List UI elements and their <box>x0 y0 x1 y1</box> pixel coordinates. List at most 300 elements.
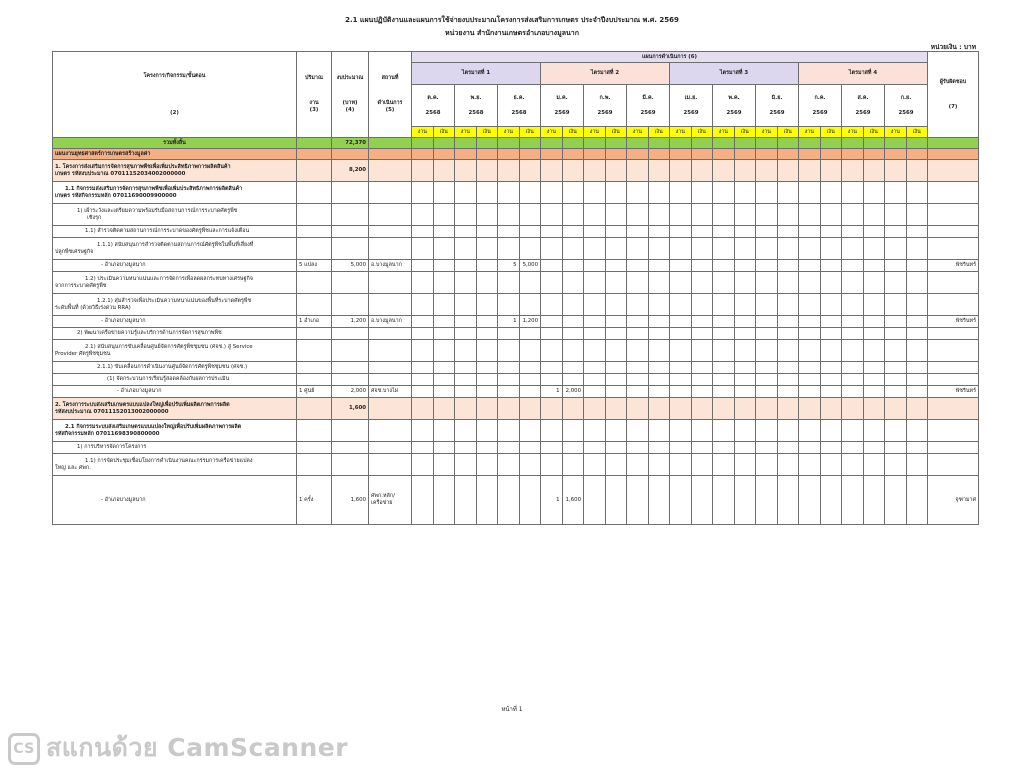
row-text: 2.1 กิจกรรมระบบส่งเสริมเกษตรแบบแปลงใหญ่เพื่อปรับเพิ่มผลิตภาพการผลิต <box>65 423 242 430</box>
plan-money-cell <box>562 182 584 204</box>
plan-money-cell <box>519 272 541 294</box>
plan-money-cell <box>863 260 885 272</box>
plan-work-cell <box>541 442 563 454</box>
plan-work-cell <box>584 340 606 362</box>
row-description <box>53 204 297 226</box>
document-title: 2.1 แผนปฏิบัติงานและแผนการใช้จ่ายงบประมาณโครงการส่งเสริมการเกษตร ประจำปีงบประมาณ พ.ศ. 2569 <box>345 16 679 24</box>
header-work: งาน <box>627 127 649 138</box>
plan-money-cell <box>734 294 756 316</box>
plan-work-cell <box>799 374 821 386</box>
row-text-continued: เกษตร รหัสงบประมาณ 07011152034002000000 <box>55 170 186 177</box>
plan-money-cell <box>863 328 885 340</box>
plan-money-cell <box>691 398 713 420</box>
plan-money-cell <box>820 294 842 316</box>
plan-work-cell <box>498 328 520 340</box>
plan-work-cell <box>584 149 606 160</box>
plan-work-cell <box>842 316 864 328</box>
plan-money-cell <box>906 454 928 476</box>
plan-work-cell <box>842 454 864 476</box>
location-cell <box>369 340 412 362</box>
plan-money-cell <box>691 362 713 374</box>
responsible-cell <box>928 138 979 149</box>
table-row <box>53 398 979 420</box>
row-description <box>53 294 297 316</box>
header-money: เงิน <box>734 127 756 138</box>
plan-money-cell <box>433 476 455 525</box>
plan-money-cell <box>734 362 756 374</box>
plan-money-cell <box>433 442 455 454</box>
table-row <box>53 420 979 442</box>
month-label: ก.ย. <box>900 94 912 101</box>
plan-money-cell <box>906 294 928 316</box>
plan-money-cell <box>476 272 498 294</box>
row-description <box>53 238 297 260</box>
row-description <box>53 149 297 160</box>
plan-work-cell <box>455 386 477 398</box>
plan-work-cell <box>541 294 563 316</box>
plan-work-cell <box>498 340 520 362</box>
plan-work-cell <box>842 272 864 294</box>
plan-money-cell <box>777 374 799 386</box>
plan-work-cell <box>670 362 692 374</box>
plan-money-cell <box>820 442 842 454</box>
plan-work-cell <box>756 476 778 525</box>
plan-money-cell <box>691 182 713 204</box>
row-description <box>53 316 297 328</box>
plan-work-cell <box>842 328 864 340</box>
plan-work-cell <box>455 316 477 328</box>
plan-work-cell <box>541 182 563 204</box>
plan-money-cell <box>820 204 842 226</box>
month-label: ม.ค. <box>556 94 568 101</box>
plan-money-cell <box>863 362 885 374</box>
plan-work-cell <box>713 260 735 272</box>
plan-money-cell <box>648 328 670 340</box>
table-row <box>53 340 979 362</box>
plan-work-cell <box>412 398 434 420</box>
header-quarter-2: ไตรมาสที่ 2 <box>541 63 670 85</box>
plan-money-cell <box>648 272 670 294</box>
plan-work-cell <box>842 420 864 442</box>
plan-work-cell <box>885 420 907 442</box>
plan-work-cell <box>498 374 520 386</box>
header-work: งาน <box>498 127 520 138</box>
plan-money-cell <box>605 442 627 454</box>
plan-money-cell <box>777 238 799 260</box>
month-year: 2568 <box>425 109 441 116</box>
plan-work-cell <box>713 328 735 340</box>
plan-work-cell <box>412 272 434 294</box>
plan-money-cell <box>734 272 756 294</box>
plan-work-cell <box>756 340 778 362</box>
budget-cell <box>332 442 369 454</box>
plan-work-cell <box>842 204 864 226</box>
location-text: อ.บางมูลนาก <box>371 262 402 268</box>
location-cell <box>369 476 412 525</box>
plan-work-cell <box>584 226 606 238</box>
header-month <box>455 85 498 127</box>
plan-work-cell <box>455 454 477 476</box>
plan-work-cell <box>799 476 821 525</box>
plan-money-cell <box>820 340 842 362</box>
plan-money-cell <box>433 420 455 442</box>
plan-work-cell <box>498 272 520 294</box>
page-number: หน้าที่ 1 <box>501 706 523 713</box>
plan-money-cell <box>906 182 928 204</box>
plan-money-cell <box>820 260 842 272</box>
plan-money-cell <box>605 294 627 316</box>
plan-work-cell <box>455 160 477 182</box>
responsible-cell <box>928 226 979 238</box>
plan-work-cell <box>541 226 563 238</box>
plan-money-cell <box>605 328 627 340</box>
responsible-cell <box>928 272 979 294</box>
plan-work-cell <box>670 294 692 316</box>
budget-cell <box>332 420 369 442</box>
plan-work-cell <box>584 420 606 442</box>
plan-money-cell <box>863 454 885 476</box>
month-year: 2569 <box>554 109 570 116</box>
location-text-continued: เครือข่าย <box>371 500 393 506</box>
plan-work-cell <box>842 340 864 362</box>
plan-money-cell <box>906 238 928 260</box>
header-money: เงิน <box>777 127 799 138</box>
plan-work-cell <box>842 442 864 454</box>
plan-money-cell <box>433 362 455 374</box>
responsible-cell <box>928 454 979 476</box>
plan-work-cell <box>412 260 434 272</box>
plan-money-cell <box>605 420 627 442</box>
plan-money-cell <box>691 149 713 160</box>
watermark-text: สแกนด้วย CamScanner <box>46 733 349 762</box>
plan-work-cell <box>799 442 821 454</box>
plan-work-cell <box>412 362 434 374</box>
table-row <box>53 238 979 260</box>
plan-work-cell <box>627 398 649 420</box>
plan-work-cell <box>627 138 649 149</box>
location-cell <box>369 328 412 340</box>
plan-work-cell <box>885 204 907 226</box>
plan-money-cell <box>476 316 498 328</box>
responsible-cell <box>928 204 979 226</box>
header-location-sub: ดำเนินการ <box>377 100 403 106</box>
plan-money-cell <box>648 454 670 476</box>
plan-work-cell <box>713 160 735 182</box>
quantity-cell <box>297 272 332 294</box>
plan-money-cell <box>734 182 756 204</box>
header-quantity-sub: งาน <box>309 100 319 106</box>
plan-work-cell <box>756 398 778 420</box>
budget-cell: 5,000 <box>332 260 369 272</box>
plan-money-cell <box>648 476 670 525</box>
plan-money-cell <box>777 226 799 238</box>
plan-work-cell <box>627 442 649 454</box>
plan-money-cell <box>519 420 541 442</box>
plan-work-cell <box>584 362 606 374</box>
plan-work-cell <box>842 260 864 272</box>
camscanner-logo-icon: CS <box>8 733 40 765</box>
plan-money-cell <box>906 160 928 182</box>
plan-work-cell <box>498 138 520 149</box>
table-row <box>53 272 979 294</box>
plan-work-cell <box>455 182 477 204</box>
header-money: เงิน <box>648 127 670 138</box>
responsible-cell <box>928 362 979 374</box>
plan-money-cell <box>863 476 885 525</box>
plan-money-cell <box>562 398 584 420</box>
location-cell <box>369 226 412 238</box>
row-description <box>53 420 297 442</box>
plan-work-cell <box>627 316 649 328</box>
plan-money-cell <box>777 316 799 328</box>
plan-work-cell <box>842 138 864 149</box>
plan-money-cell <box>863 340 885 362</box>
month-year: 2568 <box>468 109 484 116</box>
plan-money-cell <box>906 260 928 272</box>
plan-work-cell <box>885 138 907 149</box>
header-quarter-3: ไตรมาสที่ 3 <box>670 63 799 85</box>
plan-money-cell <box>519 386 541 398</box>
header-month <box>885 85 928 127</box>
header-work: งาน <box>756 127 778 138</box>
responsible-cell <box>928 294 979 316</box>
plan-work-cell <box>756 362 778 374</box>
plan-work-cell <box>670 442 692 454</box>
plan-work-cell <box>455 260 477 272</box>
budget-cell: 1,600 <box>332 398 369 420</box>
plan-work-cell <box>412 149 434 160</box>
plan-money-cell <box>433 260 455 272</box>
quantity-cell <box>297 398 332 420</box>
plan-work-cell <box>842 149 864 160</box>
header-month <box>541 85 584 127</box>
plan-work-cell <box>455 340 477 362</box>
plan-work-cell <box>842 362 864 374</box>
plan-money-cell <box>433 204 455 226</box>
plan-money-cell <box>433 316 455 328</box>
plan-work-cell <box>670 420 692 442</box>
plan-money-cell <box>777 454 799 476</box>
plan-work-cell <box>799 328 821 340</box>
plan-work-cell <box>584 374 606 386</box>
plan-money-cell <box>605 204 627 226</box>
plan-work-cell <box>799 340 821 362</box>
row-description <box>53 374 297 386</box>
plan-money-cell <box>476 398 498 420</box>
plan-money-cell <box>605 316 627 328</box>
currency-unit-label: หน่วยเงิน : บาท <box>930 43 976 51</box>
plan-work-cell <box>541 398 563 420</box>
plan-work-cell <box>670 226 692 238</box>
document-subtitle: หน่วยงาน สำนักงานเกษตรอำเภอบางมูลนาก <box>445 29 579 37</box>
plan-work-cell <box>627 226 649 238</box>
plan-work-cell <box>541 149 563 160</box>
budget-cell <box>332 238 369 260</box>
plan-work-cell <box>799 386 821 398</box>
plan-money-cell <box>519 328 541 340</box>
plan-work-cell <box>498 149 520 160</box>
responsible-cell <box>928 160 979 182</box>
header-month <box>799 85 842 127</box>
plan-money-cell <box>691 160 713 182</box>
plan-money-cell <box>863 420 885 442</box>
plan-work-cell <box>455 138 477 149</box>
plan-work-cell <box>541 420 563 442</box>
plan-work-cell <box>541 272 563 294</box>
plan-money-cell <box>863 149 885 160</box>
plan-money-cell <box>777 294 799 316</box>
quantity-cell <box>297 374 332 386</box>
row-text-continued: จากการระบาดศัตรูพืช <box>55 282 107 289</box>
plan-work-cell <box>713 476 735 525</box>
header-money: เงิน <box>863 127 885 138</box>
plan-money-cell <box>820 316 842 328</box>
quantity-cell <box>297 362 332 374</box>
plan-money-cell <box>734 260 756 272</box>
plan-work-cell <box>713 226 735 238</box>
plan-work-cell <box>670 386 692 398</box>
quantity-cell: 5 แปลง <box>297 260 332 272</box>
plan-work-cell <box>756 420 778 442</box>
plan-money-cell <box>433 374 455 386</box>
plan-money-cell <box>433 328 455 340</box>
month-year: 2569 <box>597 109 613 116</box>
plan-work-cell <box>412 226 434 238</box>
plan-work-cell <box>541 362 563 374</box>
plan-money-cell <box>476 238 498 260</box>
plan-work-cell <box>541 160 563 182</box>
plan-money-cell: 1,600 <box>562 476 584 525</box>
header-money: เงิน <box>691 127 713 138</box>
plan-money-cell <box>648 138 670 149</box>
table-row <box>53 294 979 316</box>
row-text: 1. โครงการส่งเสริมการจัดการสุขภาพพืชเพื่อเพิ่มประสิทธิภาพการผลิตสินค้า <box>55 163 231 170</box>
plan-money-cell <box>906 272 928 294</box>
plan-money-cell <box>820 362 842 374</box>
plan-money-cell <box>777 476 799 525</box>
plan-work-cell <box>584 138 606 149</box>
quantity-cell <box>297 226 332 238</box>
plan-money-cell <box>734 328 756 340</box>
plan-work-cell <box>799 204 821 226</box>
header-work: งาน <box>799 127 821 138</box>
plan-money-cell <box>691 316 713 328</box>
month-label: ต.ค. <box>427 94 439 101</box>
header-money: เงิน <box>906 127 928 138</box>
plan-work-cell <box>627 260 649 272</box>
plan-work-cell <box>498 226 520 238</box>
plan-money-cell <box>562 294 584 316</box>
header-budget-number: (4) <box>345 107 355 113</box>
plan-money-cell <box>777 182 799 204</box>
plan-money-cell <box>691 204 713 226</box>
plan-work-cell <box>584 386 606 398</box>
plan-money-cell <box>863 204 885 226</box>
row-description <box>53 160 297 182</box>
plan-money-cell <box>562 374 584 386</box>
quantity-cell <box>297 454 332 476</box>
plan-work-cell <box>627 340 649 362</box>
plan-work-cell <box>756 316 778 328</box>
plan-work-cell <box>412 238 434 260</box>
plan-money-cell <box>605 476 627 525</box>
row-description <box>53 260 297 272</box>
quantity-cell <box>297 420 332 442</box>
table-row <box>53 204 979 226</box>
plan-money-cell <box>562 160 584 182</box>
plan-money-cell <box>605 398 627 420</box>
plan-work-cell <box>885 442 907 454</box>
budget-cell <box>332 454 369 476</box>
plan-money-cell <box>433 226 455 238</box>
plan-money-cell <box>820 386 842 398</box>
plan-money-cell <box>906 204 928 226</box>
plan-money-cell <box>648 316 670 328</box>
plan-money-cell <box>734 398 756 420</box>
plan-money-cell <box>648 238 670 260</box>
header-money: เงิน <box>820 127 842 138</box>
quantity-cell: 1 ครั้ง <box>297 476 332 525</box>
plan-money-cell <box>863 386 885 398</box>
quantity-cell <box>297 442 332 454</box>
plan-work-cell <box>627 328 649 340</box>
header-work: งาน <box>584 127 606 138</box>
plan-money-cell <box>820 149 842 160</box>
plan-work-cell <box>455 476 477 525</box>
row-description <box>53 442 297 454</box>
location-cell <box>369 386 412 398</box>
plan-money-cell <box>476 420 498 442</box>
row-text: 2.1) สนับสนุนการขับเคลื่อนศูนย์จัดการศัตรูพืชชุมชน (ศจช.) สู่ Service <box>85 343 253 350</box>
plan-money-cell <box>863 294 885 316</box>
month-year: 2569 <box>683 109 699 116</box>
plan-work-cell <box>584 476 606 525</box>
plan-work-cell <box>885 316 907 328</box>
plan-money-cell <box>519 182 541 204</box>
plan-money-cell <box>519 476 541 525</box>
plan-money-cell <box>605 374 627 386</box>
row-text-continued: ปลูกพืชเศรษฐกิจ <box>55 248 94 255</box>
plan-money-cell <box>691 272 713 294</box>
row-text: - อำเภอบางมูลนาก <box>101 318 146 324</box>
plan-money-cell <box>691 442 713 454</box>
row-text: 1) การบริหารจัดการโครงการ <box>77 444 147 450</box>
plan-money-cell <box>605 226 627 238</box>
plan-money-cell <box>433 160 455 182</box>
plan-work-cell <box>498 442 520 454</box>
header-plan: แผนการดำเนินการ (6) <box>412 52 928 63</box>
plan-money-cell <box>433 398 455 420</box>
row-description <box>53 182 297 204</box>
month-year: 2569 <box>812 109 828 116</box>
plan-work-cell: 5 <box>498 260 520 272</box>
row-text: - อำเภอบางมูลนาก <box>101 496 146 503</box>
header-location-number: (5) <box>385 107 395 113</box>
plan-money-cell <box>562 328 584 340</box>
plan-money-cell <box>863 374 885 386</box>
quantity-cell <box>297 340 332 362</box>
plan-money-cell <box>476 138 498 149</box>
plan-money-cell <box>605 386 627 398</box>
plan-work-cell <box>541 138 563 149</box>
plan-money-cell: 2,000 <box>562 386 584 398</box>
plan-work-cell <box>885 238 907 260</box>
plan-money-cell <box>519 149 541 160</box>
location-cell <box>369 374 412 386</box>
plan-money-cell <box>734 374 756 386</box>
budget-cell <box>332 226 369 238</box>
plan-work-cell <box>756 374 778 386</box>
